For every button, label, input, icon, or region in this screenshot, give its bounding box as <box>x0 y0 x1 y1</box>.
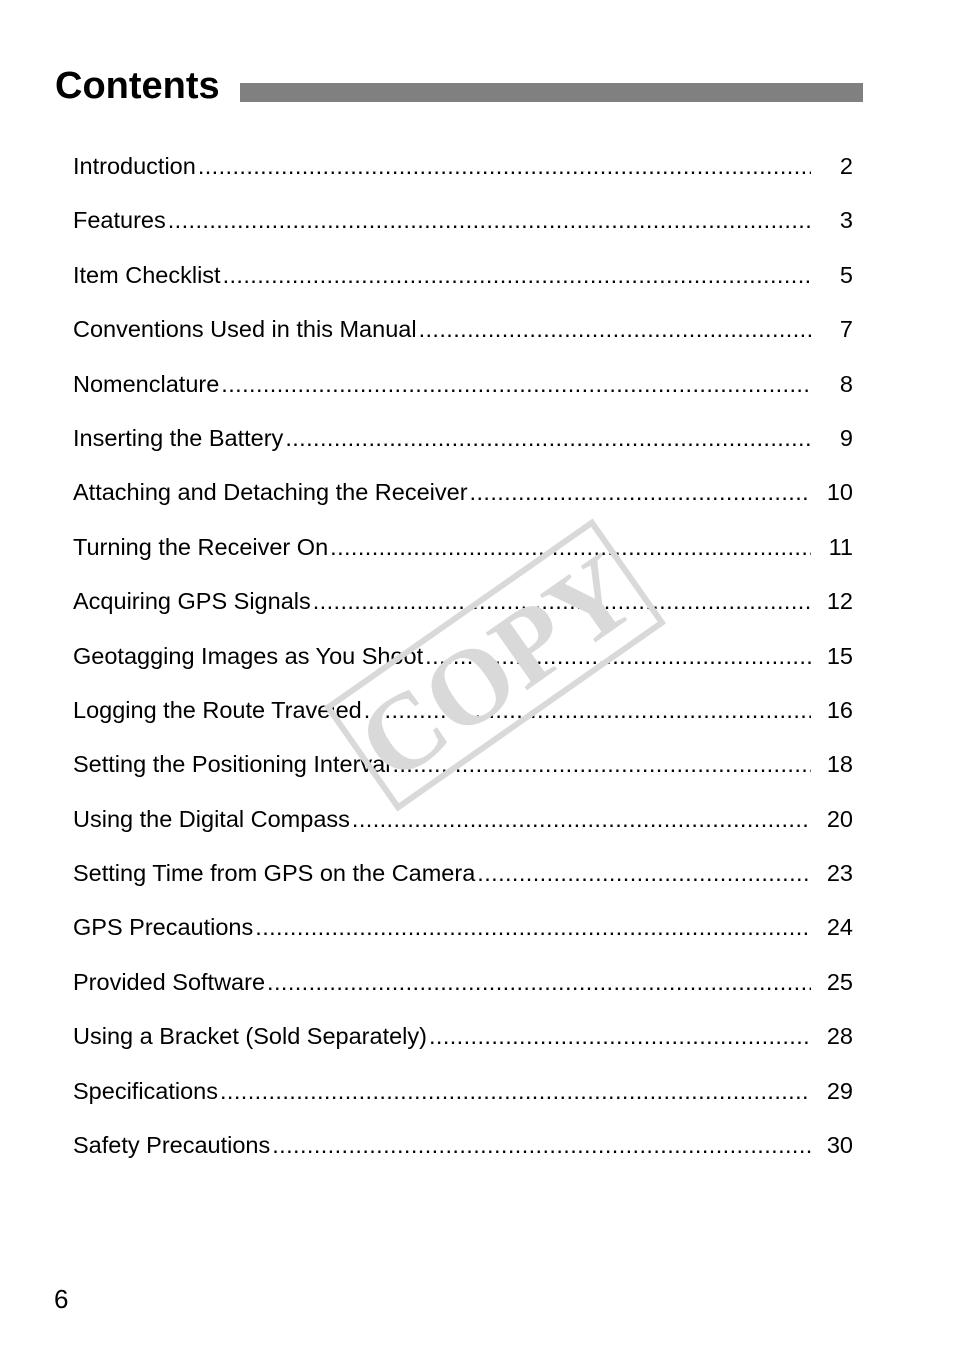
toc-entry-title: Specifications <box>73 1077 218 1104</box>
heading-rule-bar <box>240 83 863 102</box>
toc-entry-acquiring-gps[interactable] <box>73 581 853 635</box>
toc-entry-title: Logging the Route Traveled <box>73 696 362 723</box>
toc-dot-leader <box>364 690 811 730</box>
toc-entry-title: Turning the Receiver On <box>73 533 329 560</box>
toc-entry-nomenclature[interactable] <box>73 364 853 418</box>
toc-entry-page: 8 <box>839 370 853 397</box>
toc-entry-title: Nomenclature <box>73 370 220 397</box>
toc-entry-page: 25 <box>826 968 853 995</box>
table-of-contents <box>73 146 853 1179</box>
toc-entry-specifications[interactable] <box>73 1071 853 1125</box>
toc-dot-leader <box>419 309 811 349</box>
toc-entry-page: 29 <box>826 1077 853 1104</box>
toc-entry-title: Geotagging Images as You Shoot <box>73 642 424 669</box>
toc-entry-title: Using a Bracket (Sold Separately) <box>73 1023 427 1050</box>
toc-entry-title: Acquiring GPS Signals <box>73 588 311 615</box>
page-number: 6 <box>54 1284 69 1314</box>
toc-entry-conventions[interactable] <box>73 309 853 363</box>
toc-entry-page: 7 <box>839 316 853 343</box>
toc-entry-title: Introduction <box>73 153 196 179</box>
toc-entry-page: 11 <box>828 533 853 560</box>
watermark-text: COPY <box>337 531 657 805</box>
toc-entry-geotagging[interactable] <box>73 636 853 690</box>
toc-entry-using-bracket[interactable] <box>73 1016 853 1070</box>
page-title: Contents <box>55 65 220 107</box>
toc-dot-leader <box>198 146 811 186</box>
toc-entry-title: Setting the Positioning Interval <box>73 751 391 778</box>
toc-entry-digital-compass[interactable] <box>73 799 853 853</box>
toc-dot-leader <box>429 1016 811 1056</box>
toc-entry-page: 28 <box>826 1023 853 1050</box>
toc-dot-leader <box>470 472 811 512</box>
toc-dot-leader <box>221 364 811 404</box>
toc-dot-leader <box>392 744 811 784</box>
toc-entry-title: Setting Time from GPS on the Camera <box>73 860 476 887</box>
toc-entry-page: 3 <box>839 207 853 234</box>
toc-entry-title: Inserting the Battery <box>73 424 284 451</box>
toc-entry-turning-receiver-on[interactable] <box>73 527 853 581</box>
toc-entry-title: Item Checklist <box>73 261 221 288</box>
toc-entry-item-checklist[interactable] <box>73 255 853 309</box>
toc-entry-page: 9 <box>839 424 853 451</box>
toc-entry-gps-precautions[interactable] <box>73 907 853 961</box>
toc-entry-safety-precautions[interactable] <box>73 1125 853 1179</box>
toc-entry-page: 5 <box>839 261 853 288</box>
toc-entry-page: 16 <box>826 696 853 723</box>
toc-entry-page: 12 <box>826 588 853 615</box>
toc-entry-attaching-receiver[interactable] <box>73 472 853 526</box>
toc-dot-leader <box>477 853 811 893</box>
toc-dot-leader <box>272 1125 811 1165</box>
toc-entry-page: 24 <box>826 914 853 941</box>
toc-entry-title: Safety Precautions <box>73 1132 271 1159</box>
toc-entry-title: Provided Software <box>73 968 266 995</box>
toc-entry-page: 23 <box>826 860 853 887</box>
toc-dot-leader <box>285 418 811 458</box>
toc-entry-title: Conventions Used in this Manual <box>73 316 417 343</box>
toc-entry-page: 10 <box>826 479 853 506</box>
toc-entry-positioning-interval[interactable] <box>73 744 853 798</box>
toc-entry-title: Attaching and Detaching the Receiver <box>73 479 468 506</box>
toc-dot-leader <box>267 962 811 1002</box>
toc-entry-page: 2 <box>839 153 853 179</box>
toc-entry-introduction[interactable] <box>73 146 853 200</box>
toc-dot-leader <box>223 255 811 295</box>
toc-entry-inserting-battery[interactable] <box>73 418 853 472</box>
toc-entry-setting-time[interactable] <box>73 853 853 907</box>
toc-dot-leader <box>330 527 811 567</box>
toc-entry-title: Using the Digital Compass <box>73 805 350 832</box>
toc-entry-page: 18 <box>826 751 853 778</box>
toc-entry-page: 20 <box>826 805 853 832</box>
toc-entry-page: 30 <box>826 1132 853 1159</box>
toc-dot-leader <box>168 200 811 240</box>
toc-dot-leader <box>425 636 811 676</box>
toc-entry-title: Features <box>73 207 166 234</box>
toc-entry-logging-route[interactable] <box>73 690 853 744</box>
toc-dot-leader <box>220 1071 811 1111</box>
toc-entry-provided-software[interactable] <box>73 962 853 1016</box>
toc-entry-features[interactable] <box>73 200 853 254</box>
toc-entry-title: GPS Precautions <box>73 914 254 941</box>
toc-dot-leader <box>313 581 811 621</box>
toc-entry-page: 15 <box>826 642 853 669</box>
toc-dot-leader <box>255 907 811 947</box>
toc-dot-leader <box>352 799 811 839</box>
